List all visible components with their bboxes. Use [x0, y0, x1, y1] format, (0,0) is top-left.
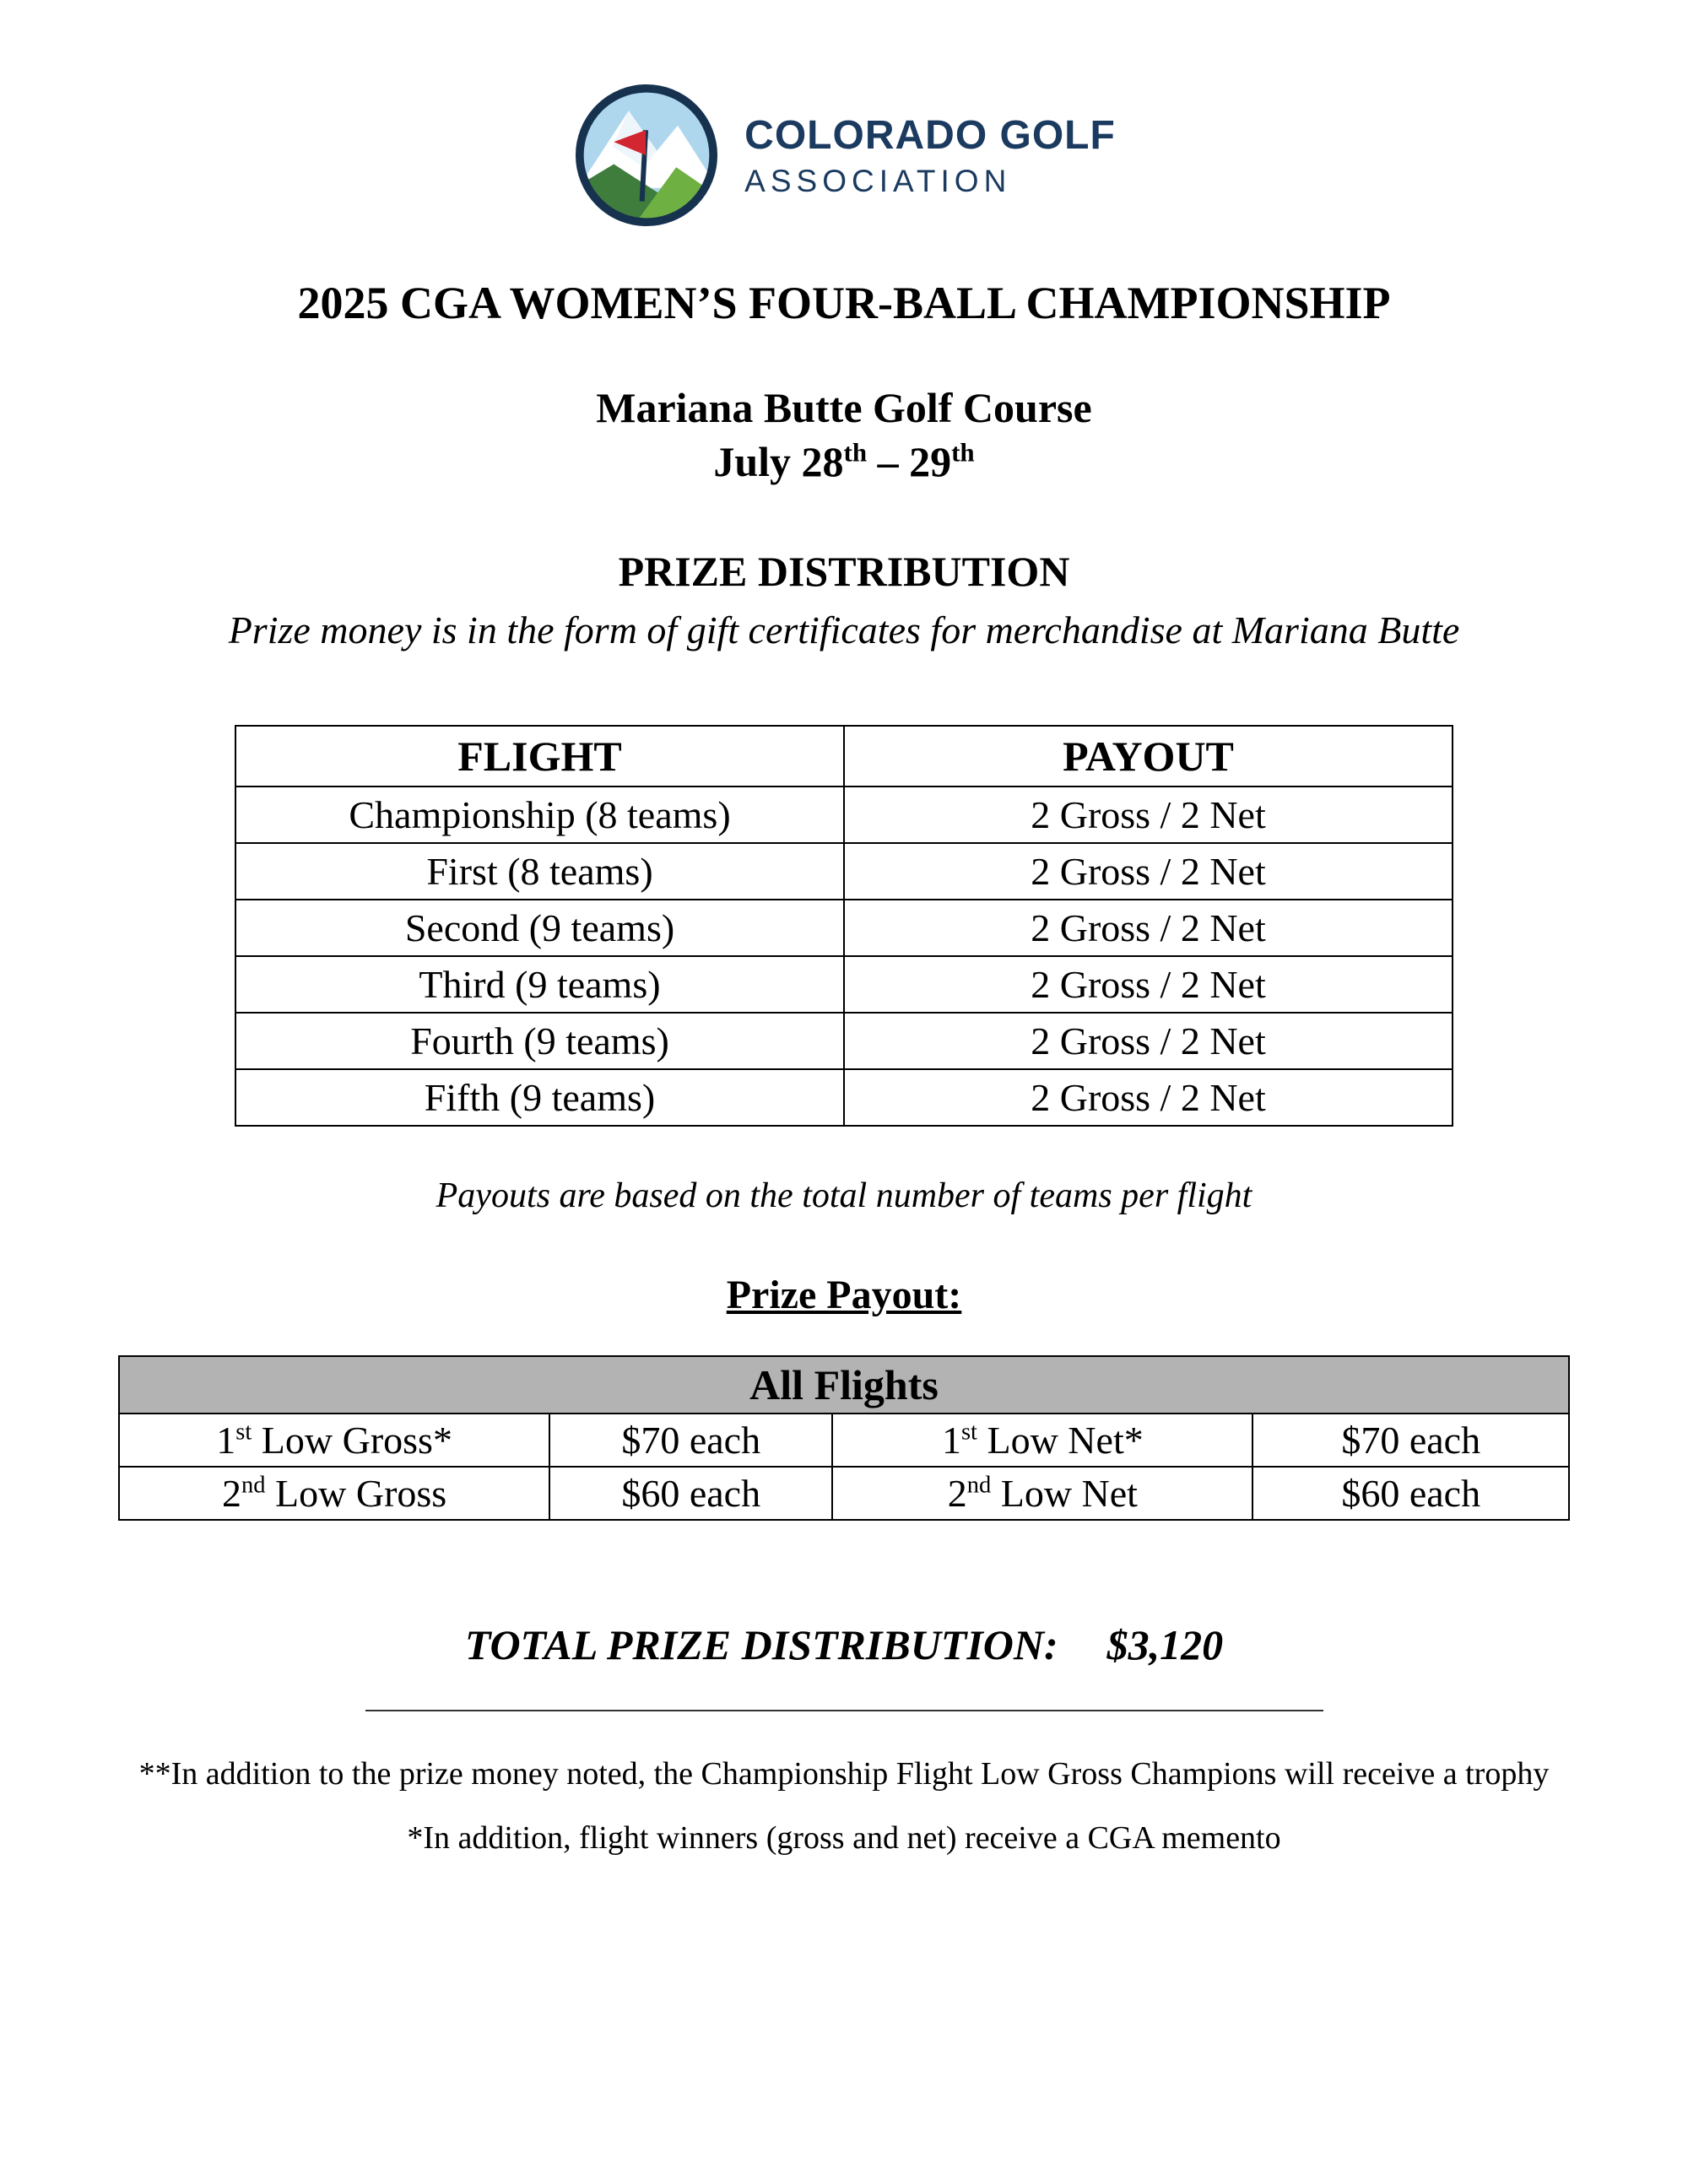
event-dates: [0, 437, 1688, 486]
flight-cell: Fourth (9 teams): [235, 1013, 844, 1069]
footnote-memento: *In addition, flight winners (gross and net) receive a CGA memento: [407, 1820, 1281, 1856]
table-header-row: [235, 726, 1453, 787]
payout-cell: 2 Gross / 2 Net: [844, 900, 1453, 956]
flight-payout-table: [235, 725, 1453, 1127]
cga-logo-wordmark: [744, 112, 1116, 199]
ordinal: nd: [241, 1472, 266, 1499]
place-cell: 2nd Low Gross: [119, 1467, 549, 1520]
table-row: [235, 787, 1453, 843]
table-caption: Payouts are based on the total number of teams per flight: [436, 1176, 1252, 1215]
table-row: [235, 1069, 1453, 1126]
cga-logo-icon: [572, 81, 721, 230]
venue-name: Mariana Butte Golf Course: [596, 384, 1092, 431]
flight-cell: Championship (8 teams): [235, 787, 844, 843]
date-ordinal: th: [951, 437, 975, 468]
date-ordinal: th: [843, 437, 868, 468]
flight-cell: Fifth (9 teams): [235, 1069, 844, 1126]
prize-payout-heading: Prize Payout:: [726, 1273, 962, 1317]
prize-payout-table: [118, 1355, 1570, 1521]
section-title: PRIZE DISTRIBUTION: [618, 548, 1070, 595]
amount-cell: $70 each: [549, 1414, 832, 1467]
total-amount: $3,120: [1106, 1621, 1224, 1668]
place-cell: 2nd Low Net: [832, 1467, 1252, 1520]
table-row: [119, 1467, 1569, 1520]
flight-cell: Second (9 teams): [235, 900, 844, 956]
page-title: 2025 CGA WOMEN’S FOUR-BALL CHAMPIONSHIP: [297, 278, 1391, 328]
payout-cell: 2 Gross / 2 Net: [844, 787, 1453, 843]
table-row: [119, 1414, 1569, 1467]
flight-cell: Third (9 teams): [235, 956, 844, 1013]
payout-cell: 2 Gross / 2 Net: [844, 956, 1453, 1013]
table-row: [235, 900, 1453, 956]
footnote-trophy: **In addition to the prize money noted, the Championship Flight Low Gross Champions will receive a trophy: [138, 1756, 1550, 1792]
amount-cell: $70 each: [1252, 1414, 1569, 1467]
table-row: [235, 843, 1453, 900]
payout-cell: 2 Gross / 2 Net: [844, 843, 1453, 900]
flight-cell: First (8 teams): [235, 843, 844, 900]
cga-logo: [0, 0, 1688, 230]
amount-cell: $60 each: [549, 1467, 832, 1520]
total-prize-distribution: [0, 1620, 1688, 1669]
table-row: [235, 1013, 1453, 1069]
logo-org-subname: ASSOCIATION: [744, 163, 1012, 198]
payout-cell: 2 Gross / 2 Net: [844, 1069, 1453, 1126]
ordinal: st: [235, 1419, 252, 1446]
date-part: July 28: [713, 438, 844, 485]
ordinal: nd: [966, 1472, 992, 1499]
table-row: [235, 956, 1453, 1013]
place-cell: 1st Low Gross*: [119, 1414, 549, 1467]
logo-org-name: COLORADO GOLF: [744, 112, 1116, 158]
ordinal: st: [960, 1419, 977, 1446]
table-header-row: [119, 1356, 1569, 1414]
date-part: – 29: [867, 438, 952, 485]
total-label: TOTAL PRIZE DISTRIBUTION:: [464, 1621, 1058, 1668]
payout-cell: 2 Gross / 2 Net: [844, 1013, 1453, 1069]
place-cell: 1st Low Net*: [832, 1414, 1252, 1467]
prize-note: Prize money is in the form of gift certificates for merchandise at Mariana Butte: [228, 608, 1460, 651]
amount-cell: $60 each: [1252, 1467, 1569, 1520]
divider-line: [365, 1710, 1323, 1711]
column-header-flight: FLIGHT: [235, 726, 844, 787]
column-header-payout: PAYOUT: [844, 726, 1453, 787]
all-flights-header: All Flights: [119, 1356, 1569, 1414]
